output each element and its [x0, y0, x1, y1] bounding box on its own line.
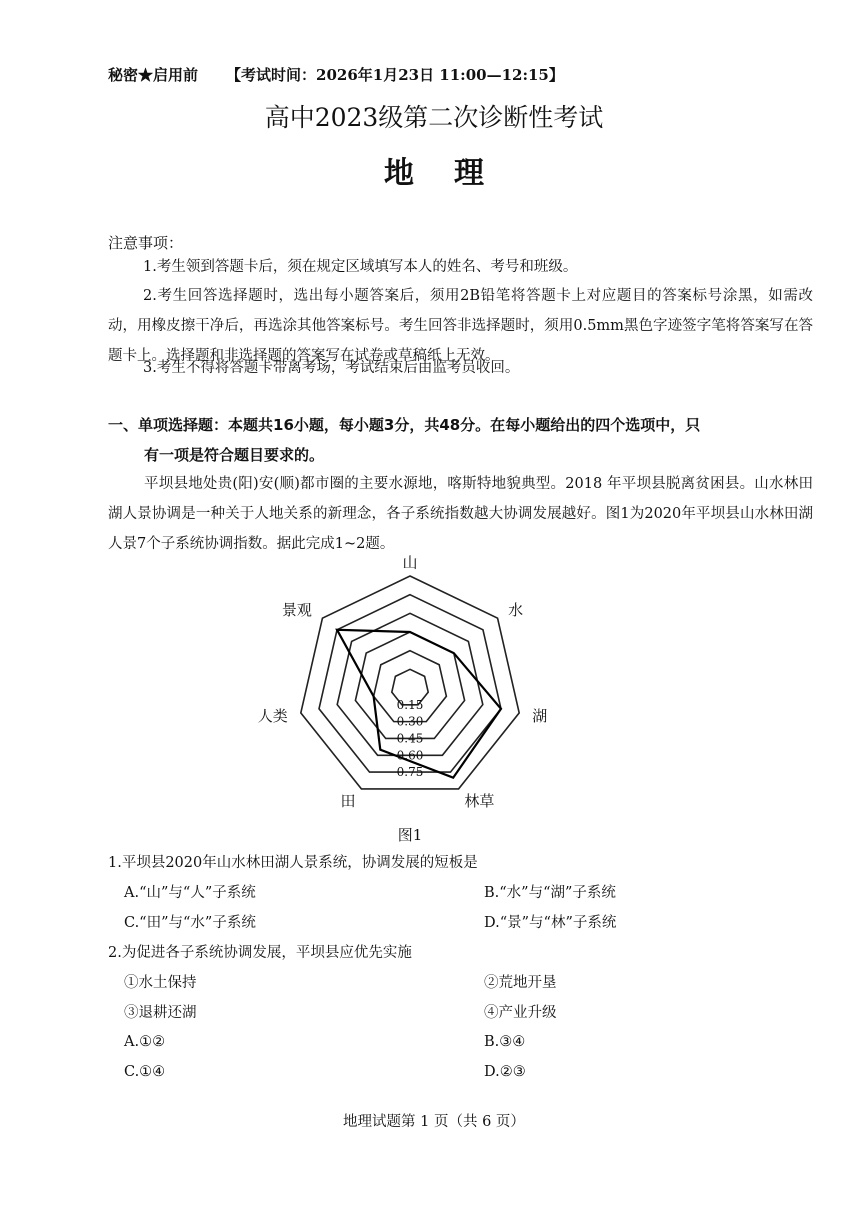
- figure-caption: 图1: [397, 826, 423, 844]
- radar-axis-label: 水: [508, 600, 524, 619]
- radar-axis-label: 山: [402, 553, 418, 572]
- exam-header: [108, 64, 564, 85]
- question-1-option-a: A.“山”与“人”子系统: [124, 885, 256, 901]
- question-2-item-3: ③退耕还湖: [124, 1005, 197, 1021]
- exam-time: 【考试时间：2026年1月23日 11:00—12:15】: [226, 66, 564, 84]
- question-1-option-c: C.“田”与“水”子系统: [124, 915, 256, 931]
- notice-heading: 注意事项：: [108, 234, 184, 252]
- radar-axis-label: 林草: [464, 792, 495, 811]
- question-2-option-b: B.③④: [484, 1034, 526, 1050]
- radar-axis-label: 田: [340, 792, 356, 811]
- radar-ring-label: 0.45: [396, 731, 424, 746]
- radar-axis-label: 景观: [281, 600, 312, 619]
- exam-title: 高中2023级第二次诊断性考试: [264, 103, 604, 132]
- secret-label: 秘密★启用前: [108, 66, 199, 84]
- question-2-option-a: A.①②: [124, 1034, 166, 1050]
- notice-item-1: 1.考生领到答题卡后，须在规定区域填写本人的姓名、考号和班级。: [143, 259, 578, 275]
- radar-ring-label: 0.30: [396, 714, 424, 729]
- radar-axis-label: 湖: [532, 706, 548, 725]
- subject-title: 地理: [384, 156, 524, 191]
- radar-ring-label: 0.60: [396, 748, 424, 763]
- question-2-item-4: ④产业升级: [484, 1005, 557, 1021]
- question-1-stem: 1.平坝县2020年山水林田湖人景系统，协调发展的短板是: [108, 855, 478, 871]
- question-passage: 平坝县地处贵(阳)安(顺)都市圈的主要水源地，喀斯特地貌典型。2018 年平坝县脱离贫困县。山水林田湖人景协调是一种关于人地关系的新理念，各子系统指数越大协调发展越好。图1为2020年平坝县山水林田湖人景7个子系统协调指数。据此完成1~2题。: [108, 476, 813, 552]
- radar-chart: [257, 553, 548, 818]
- question-2-item-1: ①水土保持: [124, 975, 197, 991]
- notice-item-2: 2.考生回答选择题时，选出每小题答案后，须用2B铅笔将答题卡上对应题目的答案标号涂黑，如需改动，用橡皮擦干净后，再选涂其他答案标号。考生回答非选择题时，须用0.5mm黑色字迹签字笔将答案写在答题卡上。选择题和非选择题的答案写在试卷或草稿纸上无效。: [108, 288, 813, 364]
- question-2-item-2: ②荒地开垦: [484, 975, 557, 991]
- notice-item-3: 3.考生不得将答题卡带离考场，考试结束后由监考员收回。: [143, 360, 520, 376]
- question-2-option-d: D.②③: [484, 1064, 526, 1080]
- question-2-stem: 2.为促进各子系统协调发展，平坝县应优先实施: [108, 945, 412, 961]
- section-heading: [108, 410, 813, 470]
- question-1-option-b: B.“水”与“湖”子系统: [484, 885, 616, 901]
- question-2-option-c: C.①④: [124, 1064, 166, 1080]
- radar-grid-ring: [319, 595, 501, 772]
- page-footer: 地理试题第 1 页（共 6 页）: [343, 1114, 525, 1130]
- section-line-2: 有一项是符合题目要求的。: [144, 446, 325, 464]
- radar-ring-label: 0.75: [396, 765, 424, 780]
- section-line-1: 一、单项选择题：本题共16小题，每小题3分，共48分。在每小题给出的四个选项中，只: [108, 416, 701, 434]
- radar-ring-label: 0.15: [396, 697, 424, 712]
- question-1-option-d: D.“景”与“林”子系统: [484, 915, 617, 931]
- radar-figure: [257, 553, 548, 818]
- radar-axis-label: 人类: [257, 706, 288, 725]
